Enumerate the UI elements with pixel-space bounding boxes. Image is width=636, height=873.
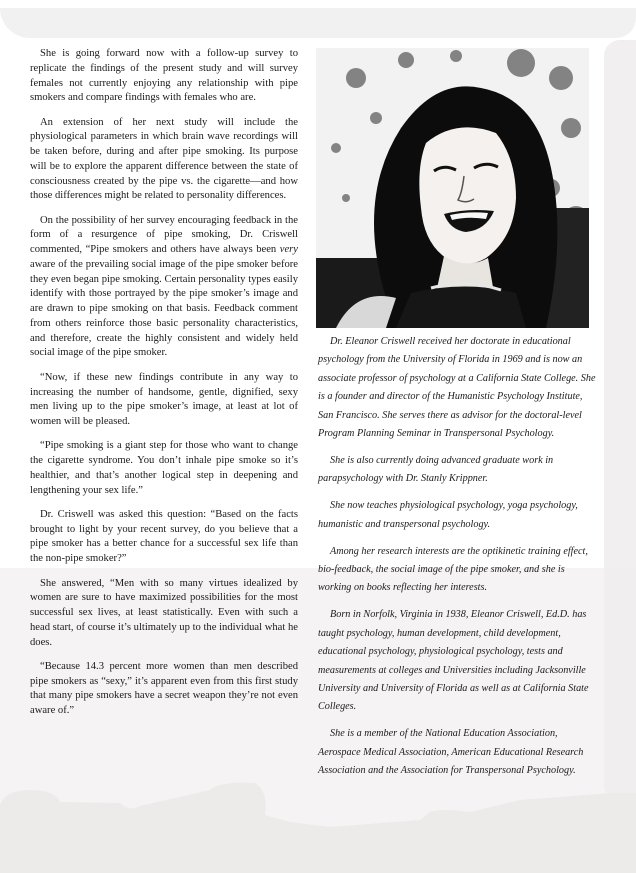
paragraph xyxy=(30,214,298,362)
paragraph: “Now, if these new findings contribute in any way to increasing the number of handsome, gentle, dignified, sexy men living up to the pipe smoker’s image, at least at lot of women will be pleased. xyxy=(30,371,298,428)
bio-paragraph: She is a member of the National Education Association, Aerospace Medical Association, American Educational Research Association and the Association for Transpersonal Psychology. xyxy=(318,728,584,777)
paragraph: “Pipe smoking is a giant step for those who want to change the cigarette syndrome. You don’t inhale pipe smoke so it’s healthier, and that’s another logical step in deepening and lengthening your sex life.” xyxy=(30,440,298,496)
paragraph-text: aware of the prevailing social image of the pipe smoker before they even began pipe smoking. Certain personality types easily identify with those portrayed by the pipe smoker’s image and are drawn to pipe smoking on that basis. Feedback comment from others reinforce those basic personality characteristics, and therefore, create the highly consistent and widely held social image of the pipe smoker. xyxy=(30,258,298,359)
bio-paragraph: She is also currently doing advanced graduate work in parapsychology with Dr. Stanly Krippner. xyxy=(318,454,554,485)
scan-smudge-top xyxy=(0,8,636,38)
paragraph: She answered, “Men with so many virtues idealized by women are sure to have maximized possibilities for the most successful sex lives, at least statistically. Even with such a head start, of course it’s ultimately up to the individual what he does. xyxy=(30,577,298,648)
portrait-illustration xyxy=(316,48,589,328)
paragraph-text: On the possibility of her survey encouraging feedback in the form of a resurgence of pipe smoking, Dr. Criswell commented, “Pipe smokers and others have always been xyxy=(30,214,298,256)
article-left-column xyxy=(30,47,298,729)
paragraph: Dr. Criswell was asked this question: “Based on the facts brought to light by your recent survey, do you believe that a pipe smoker has a better chance for a successful sex life than the non-pipe smoker?” xyxy=(30,508,298,565)
bio-paragraph: She now teaches physiological psychology, yoga psychology, humanistic and transpersonal psychology. xyxy=(318,500,578,530)
scan-edge-shadow xyxy=(604,40,636,800)
bio-paragraph: Dr. Eleanor Criswell received her doctorate in educational psychology from the University of Florida in 1969 and is now an associate professor of psychology at a California State College. She is a founder and director of the Humanistic Psychology Institute, San Francisco. She serves there as advisor for the doctoral-level Program Planning Seminar in Transpersonal Psychology. xyxy=(318,336,596,440)
bio-paragraph: Born in Norfolk, Virginia in 1938, Eleanor Criswell, Ed.D. has taught psychology, human development, child development, educational psychology, physiological psychology, tests and measurements at colleges and Universities including Jacksonville University and University of Florida as well as at California State Colleges. xyxy=(318,609,589,713)
photo-caption-bio xyxy=(318,333,596,789)
bio-paragraph: Among her research interests are the optikinetic training effect, bio-feedback, the social image of the pipe smoker, and she is working on books reflecting her interests. xyxy=(318,545,588,594)
paragraph: “Because 14.3 percent more women than men described pipe smokers as “sexy,” it’s apparent even from this first study that many pipe smokers have a secret weapon they’re not even aware of.” xyxy=(30,660,298,717)
emphasis-text: very xyxy=(279,244,298,256)
paragraph: She is going forward now with a follow-up survey to replicate the findings of the present study and will survey females not currently enjoying any relationship with pipe smokers and compare findings with females who are. xyxy=(30,48,298,104)
paragraph: An extension of her next study will include the physiological parameters in which brain wave recordings will be taken before, during and after pipe smoking. Its purpose will be to explore the apparent difference between the state of consciousness created by the pipe vs. the cigarette—and how those differences might be related to personality differences. xyxy=(30,116,298,202)
portrait-photo xyxy=(316,48,589,328)
